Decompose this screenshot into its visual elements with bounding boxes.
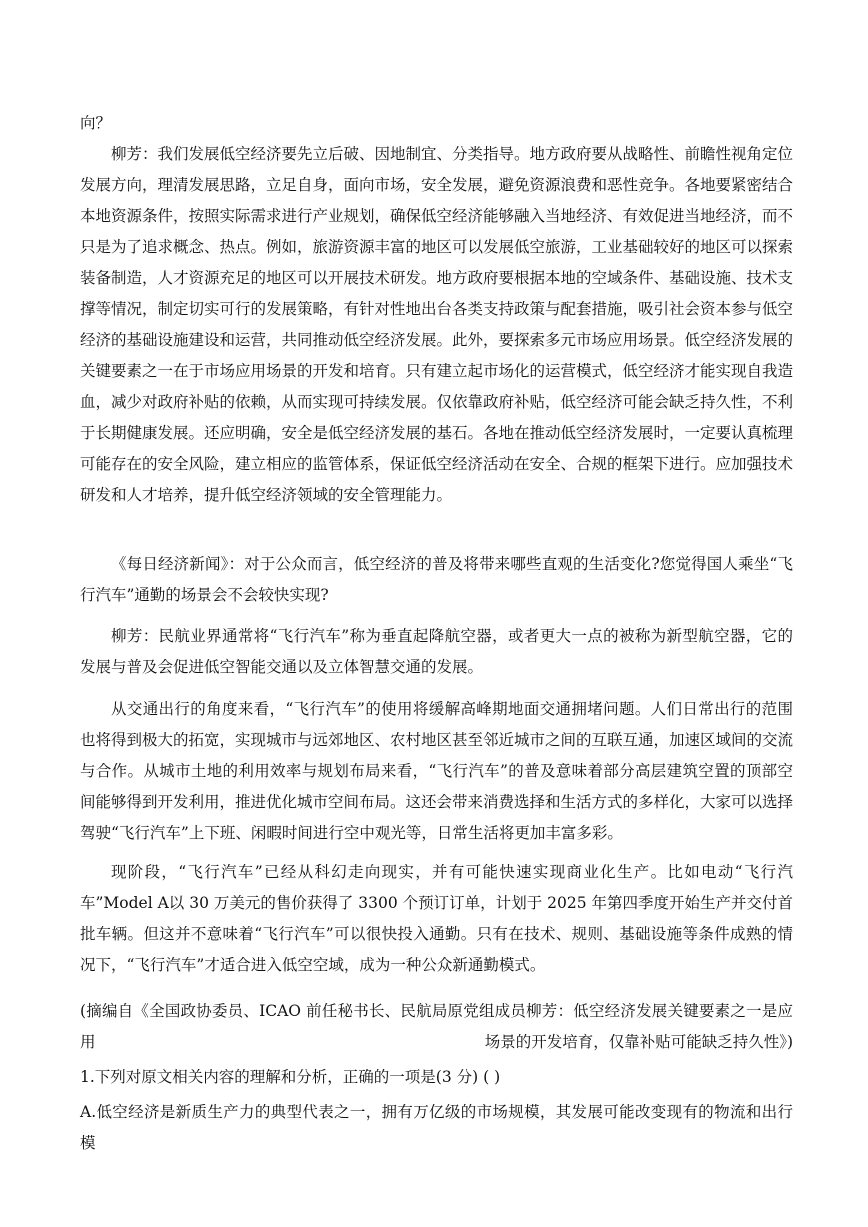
paragraph: 《每日经济新闻》：对于公众而言，低空经济的普及将带来哪些直观的生活变化?您觉得国人乘坐“飞行汽车”通勤的场景会不会较快实现? — [80, 555, 793, 604]
text-fragment: 向？ — [80, 114, 112, 132]
paragraph: 柳芳：我们发展低空经济要先立后破、因地制宜、分类指导。地方政府要从战略性、前瞻性视角定位发展方向，理清发展思路，立足自身，面向市场，安全发展，避免资源浪费和恶性竞争。各地要紧密结合本地资源条件，按照实际需求进行产业规划，确保低空经济能够融入当地经济、有效促进当地经济，而不只是为了追求概念、热点。例如，旅游资源丰富的地区可以发展低空旅游，工业基础较好的地区可以探索装备制造，人才资源充足的地区可以开展技术研发。地方政府要根据本地的空域条件、基础设施、技术支撑等情况，制定切实可行的发展策略，有针对性地出台各类支持政策与配套措施，吸引社会资本参与低空经济的基础设施建设和运营，共同推动低空经济发展。此外，要探索多元市场应用场景。低空经济发展的关键要素之一在于市场应用场景的开发和培育。只有建立起市场化的运营模式，低空经济才能实现自我造血，减少对政府补贴的依赖，从而实现可持续发展。仅依靠政府补贴，低空经济可能会缺乏持久性，不利于长期健康发展。还应明确，安全是低空经济发展的基石。各地在推动低空经济发展时，一定要认真梳理可能存在的安全风险，建立相应的监管体系，保证低空经济活动在安全、合规的框架下进行。应加强技术研发和人才培养，提升低空经济领域的安全管理能力。 — [80, 145, 794, 504]
source-citation-line1: (摘编自《全国政协委员、ICAO 前任秘书长、民航局原党组成员柳芳：低空经济发展关键要素之一是应用 — [80, 1002, 793, 1051]
paragraph: 现阶段，“飞行汽车”已经从科幻走向现实，并有可能快速实现商业化生产。比如电动“飞行汽车”Model A以 30 万美元的售价获得了 3300 个预订订单，计划于 2025 年第四季度开始生产并交付首批车辆。但这并不意味着“飞行汽车”可以很快投入通勤。只有在技术、规则、基础设施等条件成熟的情况下，“飞行汽车”才适合进入低空空域，成为一种公众新通勤模式。 — [80, 863, 793, 974]
answer-option-a: A.低空经济是新质生产力的典型代表之一，拥有万亿级的市场规模，其发展可能改变现有的物流和出行模 — [80, 1103, 793, 1152]
question-title: 1.下列对原文相关内容的理解和分析，正确的一项是(3 分) ( ) — [80, 1068, 501, 1086]
source-citation-line2: 场景的开发培育，仅靠补贴可能缺乏持久性》) — [484, 1033, 793, 1051]
paragraph: 柳芳：民航业界通常将“飞行汽车”称为垂直起降航空器，或者更大一点的被称为新型航空器，它的发展与普及会促进低空智能交通以及立体智慧交通的发展。 — [80, 627, 793, 676]
paragraph: 从交通出行的角度来看，“飞行汽车”的使用将缓解高峰期地面交通拥堵问题。人们日常出行的范围也将得到极大的拓宽，实现城市与远郊地区、农村地区甚至邻近城市之间的互联互通，加速区域间的交流与合作。从城市土地的利用效率与规划布局来看，“飞行汽车”的普及意味着部分高层建筑空置的顶部空间能够得到开发利用，推进优化城市空间布局。这还会带来消费选择和生活方式的多样化，大家可以选择驾驶“飞行汽车”上下班、闲暇时间进行空中观光等，日常生活将更加丰富多彩。 — [80, 700, 794, 842]
